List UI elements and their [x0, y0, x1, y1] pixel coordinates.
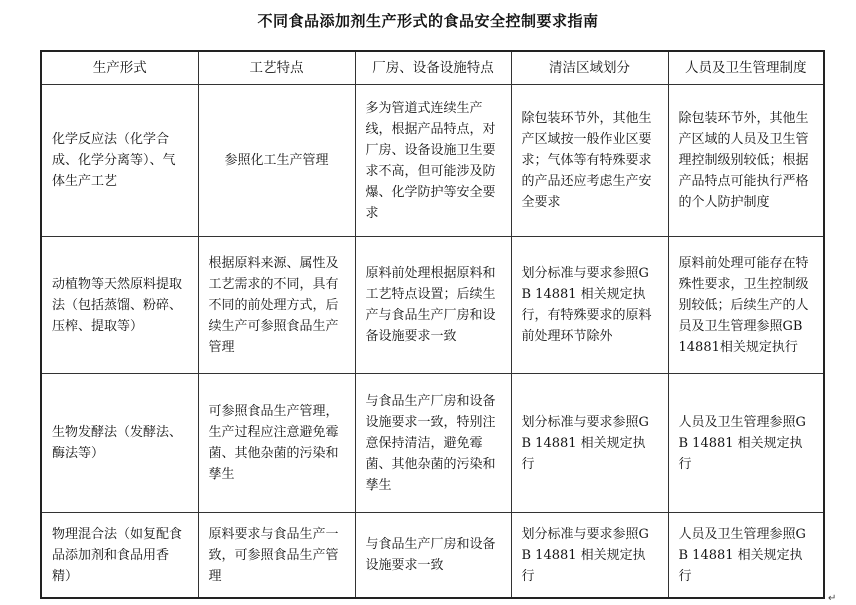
- cell-personnel: 人员及卫生管理参照GB 14881 相关规定执行: [668, 374, 824, 513]
- table-row: [41, 374, 824, 513]
- table-row: [41, 85, 824, 237]
- header-process: 工艺特点: [198, 51, 355, 85]
- header-facility: 厂房、设备设施特点: [355, 51, 511, 85]
- cell-process: 可参照食品生产管理，生产过程应注意避免霉菌、其他杂菌的污染和孳生: [198, 374, 355, 513]
- table-row: [41, 513, 824, 599]
- cell-production-form: 动植物等天然原料提取法（包括蒸馏、粉碎、压榨、提取等）: [41, 237, 198, 374]
- cell-personnel: 除包装环节外，其他生产区域的人员及卫生管理控制级别较低；根据产品特点可能执行严格的个人防护制度: [668, 85, 824, 237]
- cell-production-form: 物理混合法（如复配食品添加剂和食品用香精）: [41, 513, 198, 599]
- table-row: [41, 237, 824, 374]
- cell-clean-zone: 划分标准与要求参照GB 14881 相关规定执行，有特殊要求的原料前处理环节除外: [511, 237, 668, 374]
- requirements-table: [40, 50, 825, 599]
- cell-process: 参照化工生产管理: [198, 85, 355, 237]
- cell-facility: 多为管道式连续生产线，根据产品特点，对厂房、设备设施卫生要求不高，但可能涉及防爆、化学防护等安全要求: [355, 85, 511, 237]
- paragraph-mark-icon: ↵: [828, 593, 837, 604]
- cell-clean-zone: 划分标准与要求参照GB 14881 相关规定执行: [511, 374, 668, 513]
- table-header-row: [41, 51, 824, 85]
- cell-process: 原料要求与食品生产一致，可参照食品生产管理: [198, 513, 355, 599]
- cell-production-form: 化学反应法（化学合成、化学分离等）、气体生产工艺: [41, 85, 198, 237]
- cell-personnel: 原料前处理可能存在特殊性要求，卫生控制级别较低；后续生产的人员及卫生管理参照GB 14881相关规定执行: [668, 237, 824, 374]
- header-clean-zone: 清洁区域划分: [511, 51, 668, 85]
- header-personnel: 人员及卫生管理制度: [668, 51, 824, 85]
- cell-facility: 原料前处理根据原料和工艺特点设置；后续生产与食品生产厂房和设备设施要求一致: [355, 237, 511, 374]
- cell-clean-zone: 除包装环节外，其他生产区域按一般作业区要求；气体等有特殊要求的产品还应考虑生产安全要求: [511, 85, 668, 237]
- document-title: 不同食品添加剂生产形式的食品安全控制要求指南: [257, 12, 599, 30]
- cell-personnel: 人员及卫生管理参照GB 14881 相关规定执行: [668, 513, 824, 599]
- cell-facility: 与食品生产厂房和设备设施要求一致: [355, 513, 511, 599]
- cell-facility: 与食品生产厂房和设备设施要求一致，特别注意保持清洁，避免霉菌、其他杂菌的污染和孳生: [355, 374, 511, 513]
- cell-production-form: 生物发酵法（发酵法、酶法等）: [41, 374, 198, 513]
- cell-process: 根据原料来源、属性及工艺需求的不同，具有不同的前处理方式，后续生产可参照食品生产管理: [198, 237, 355, 374]
- header-production-form: 生产形式: [41, 51, 198, 85]
- cell-clean-zone: 划分标准与要求参照GB 14881 相关规定执行: [511, 513, 668, 599]
